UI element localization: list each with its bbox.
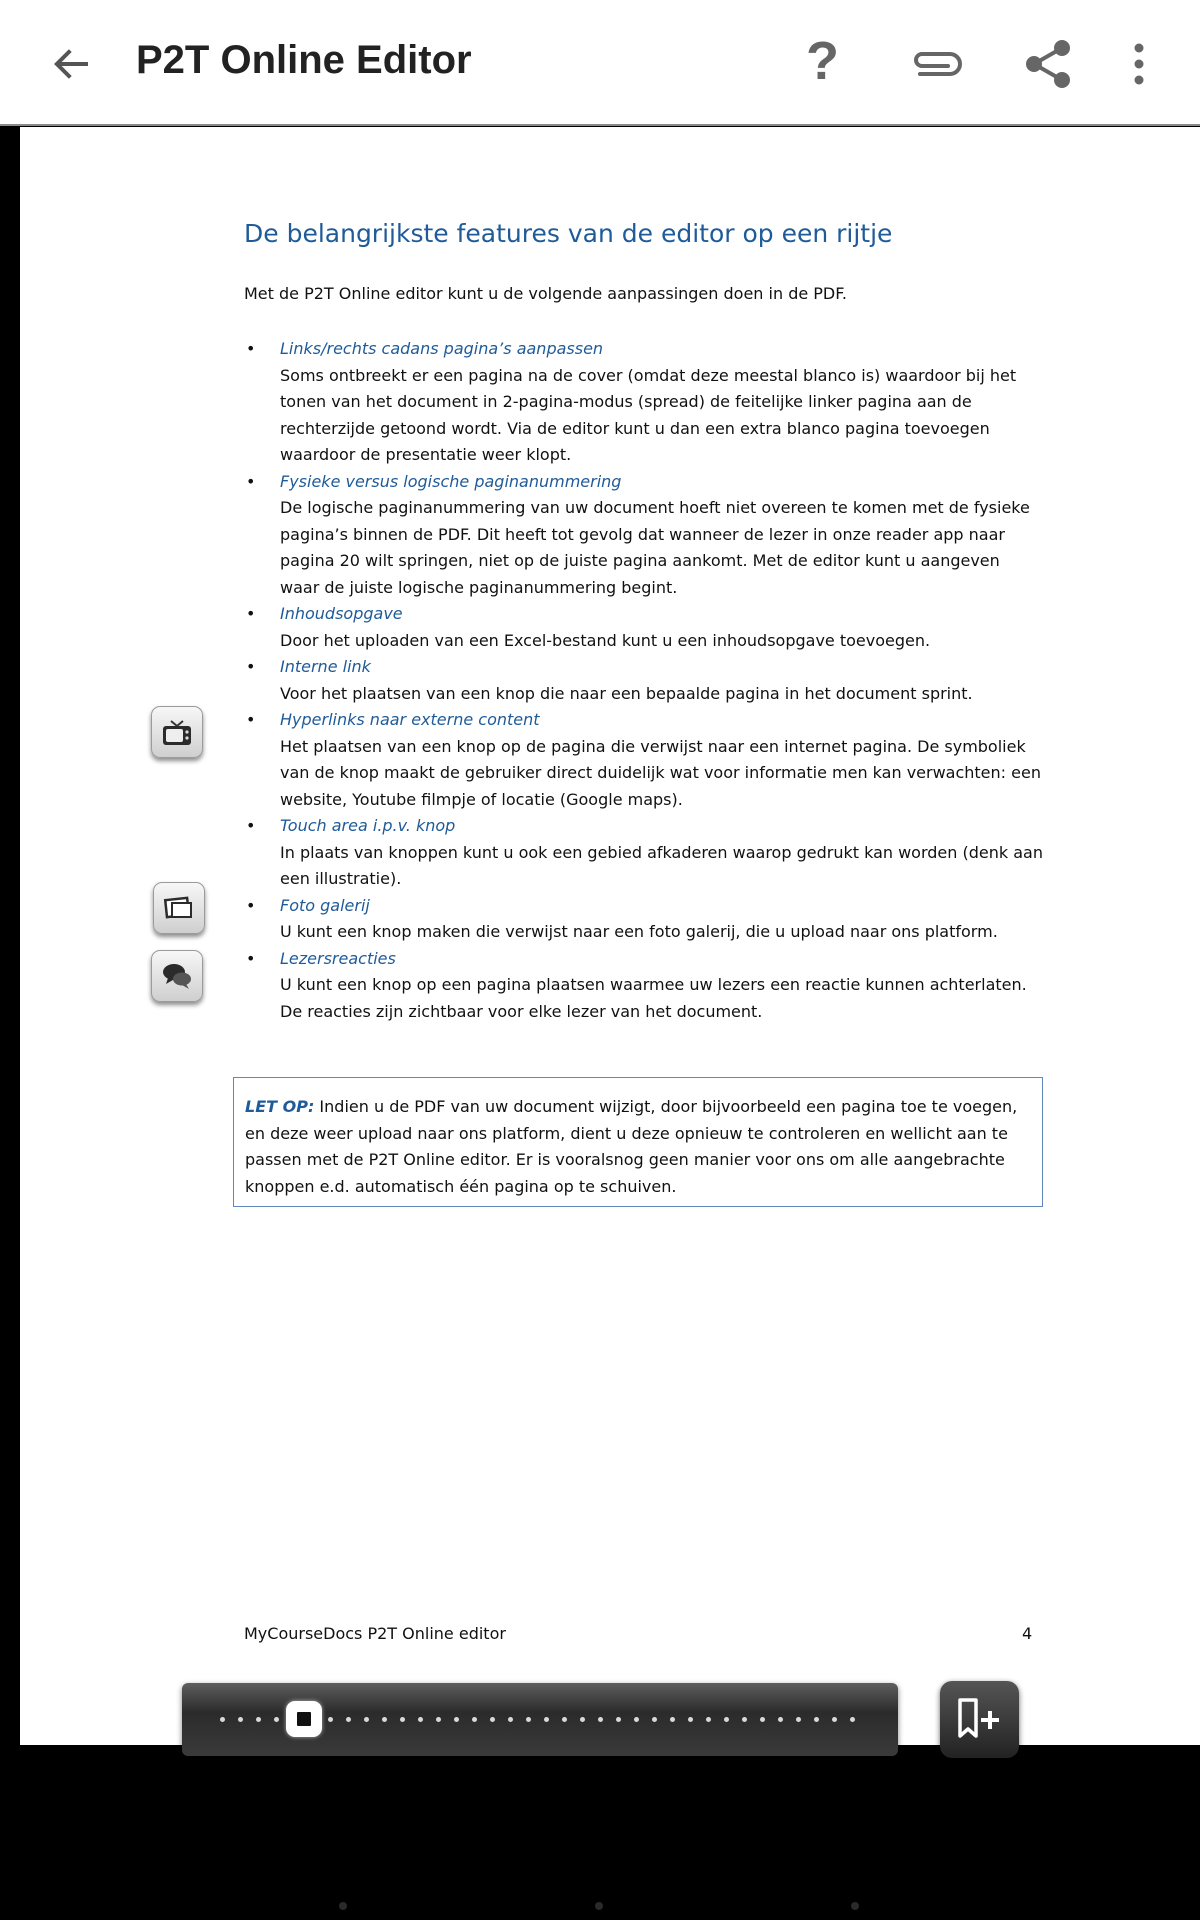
page-slider-tick xyxy=(688,1717,693,1722)
bullet: • xyxy=(246,895,256,915)
feature-label: Touch area i.p.v. knop xyxy=(280,816,456,835)
document-intro: Met de P2T Online editor kunt u de volgende aanpassingen doen in de PDF. xyxy=(244,284,847,303)
note-text: Indien u de PDF van uw document wijzigt, door bijvoorbeeld een pagina toe te voegen, en deze weer upload naar ons platform, dient u deze opnieuw te controleren en wellicht aan te passen met de P2T Online editor. Er is vooralsnog geen manier voor ons om alle aangebrachte knoppen e.d. automatisch één pagina op te schuiven. xyxy=(245,1097,1018,1196)
page-slider-tick xyxy=(796,1717,801,1722)
nav-back-dot[interactable] xyxy=(339,1902,347,1910)
attachment-icon[interactable] xyxy=(906,36,966,92)
page-slider-tick xyxy=(616,1717,621,1722)
comments-button[interactable] xyxy=(151,950,203,1002)
feature-label: Interne link xyxy=(280,657,371,676)
page-slider-tick xyxy=(364,1717,369,1722)
feature-item xyxy=(244,469,1044,602)
page-slider-tick xyxy=(436,1717,441,1722)
page-slider-tick xyxy=(544,1717,549,1722)
feature-description: Het plaatsen van een knop op de pagina die verwijst naar een internet pagina. De symboliek van de knop maakt de gebruiker direct duidelijk wat voor informatie men kan verwachten: een website, Youtube filmpje of locatie (Google maps). xyxy=(280,736,1041,809)
page-slider-tick xyxy=(508,1717,513,1722)
feature-item xyxy=(244,654,1044,707)
nav-recents-dot[interactable] xyxy=(851,1902,859,1910)
share-icon[interactable] xyxy=(1020,36,1076,92)
feature-item xyxy=(244,893,1044,946)
feature-description: Soms ontbreekt er een pagina na de cover (omdat deze meestal blanco is) waardoor bij het tonen van het document in 2-pagina-modus (spread) de feitelijke linker pagina aan de rechterzijde getoond wordt. Via de editor kunt u dan een extra blanco pagina toevoegen waardoor de presentatie weer klopt. xyxy=(280,365,1017,464)
bullet: • xyxy=(246,657,256,676)
pdf-page[interactable] xyxy=(20,127,1200,1745)
page-slider-tick xyxy=(670,1717,675,1722)
feature-description: Door het uploaden van een Excel-bestand kunt u een inhoudsopgave toevoegen. xyxy=(280,630,931,650)
page-slider-tick xyxy=(814,1717,819,1722)
page-slider-tick xyxy=(652,1717,657,1722)
feature-item xyxy=(244,336,1044,469)
page-slider-tick xyxy=(238,1717,243,1722)
feature-item xyxy=(244,813,1044,893)
comments-icon xyxy=(160,959,194,993)
page-footer-title: MyCourseDocs P2T Online editor xyxy=(244,1624,506,1643)
note-box xyxy=(233,1077,1043,1207)
feature-label: Foto galerij xyxy=(280,895,370,915)
page-slider-tick xyxy=(634,1717,639,1722)
page-slider-tick xyxy=(472,1717,477,1722)
help-glyph: ? xyxy=(806,31,839,91)
feature-label: Lezersreacties xyxy=(280,948,396,968)
feature-item xyxy=(244,707,1044,813)
page-slider-tick xyxy=(490,1717,495,1722)
page-slider-tick xyxy=(454,1717,459,1722)
app-title: P2T Online Editor xyxy=(136,38,472,82)
feature-description: U kunt een knop maken die verwijst naar een foto galerij, die u upload naar ons platform. xyxy=(280,922,998,941)
feature-description: Voor het plaatsen van een knop die naar een bepaalde pagina in het document sprint. xyxy=(280,683,973,703)
page-slider-tick xyxy=(256,1717,261,1722)
page-number: 4 xyxy=(1022,1624,1033,1643)
page-slider-tick xyxy=(220,1717,225,1722)
feature-description: U kunt een knop op een pagina plaatsen waarmee uw lezers een reactie kunnen achterlaten. De reacties zijn zichtbaar voor elke lezer van het document. xyxy=(280,975,1027,1021)
bullet: • xyxy=(246,471,256,491)
help-icon[interactable] xyxy=(796,31,852,92)
bullet: • xyxy=(246,816,256,835)
page-slider-tick xyxy=(382,1717,387,1722)
more-vert-icon[interactable] xyxy=(1124,36,1154,92)
add-bookmark-button[interactable] xyxy=(940,1681,1019,1758)
photo-gallery-button[interactable] xyxy=(153,882,205,934)
page-slider-tick xyxy=(850,1717,855,1722)
feature-item xyxy=(244,946,1044,1026)
page-slider-tick xyxy=(724,1717,729,1722)
feature-label: Inhoudsopgave xyxy=(280,604,403,623)
feature-label: Fysieke versus logische paginanummering xyxy=(280,471,622,491)
document-heading: De belangrijkste features van de editor op een rijtje xyxy=(244,219,893,248)
page-slider-tick xyxy=(274,1717,279,1722)
back-arrow-icon[interactable] xyxy=(48,40,96,88)
page-slider-tick xyxy=(760,1717,765,1722)
bookmark-add-icon xyxy=(954,1697,1006,1741)
page-slider-tick xyxy=(400,1717,405,1722)
video-tv-icon xyxy=(160,715,194,749)
page-slider-tick xyxy=(346,1717,351,1722)
page-slider-tick xyxy=(598,1717,603,1722)
feature-item xyxy=(244,601,1044,654)
bullet: • xyxy=(246,604,256,623)
bullet: • xyxy=(246,710,256,729)
photo-gallery-icon xyxy=(162,891,196,925)
document-content xyxy=(20,127,1200,1745)
feature-description: De logische paginanummering van uw document hoeft niet overeen te komen met de fysieke pagina’s binnen de PDF. Dit heeft tot gevolg dat wanneer de lezer in onze reader app naar pagina 20 wilt springen, niet op de juiste pagina aankomt. Met de editor kunt u aangeven waar de juiste logische paginanummering begint. xyxy=(280,498,1030,597)
feature-label: Hyperlinks naar externe content xyxy=(280,710,540,729)
app-bar xyxy=(0,0,1200,126)
page-slider-tick xyxy=(562,1717,567,1722)
page-slider-tick xyxy=(580,1717,585,1722)
page-slider-tick xyxy=(418,1717,423,1722)
page-slider-tick xyxy=(706,1717,711,1722)
note-label: LET OP: xyxy=(245,1097,315,1116)
page-slider-tick xyxy=(778,1717,783,1722)
page-slider-tick xyxy=(742,1717,747,1722)
page-slider-tick xyxy=(526,1717,531,1722)
feature-label: Links/rechts cadans pagina’s aanpassen xyxy=(280,339,604,358)
page-slider-thumb[interactable] xyxy=(286,1701,322,1737)
bullet: • xyxy=(246,339,256,358)
bullet: • xyxy=(246,948,256,968)
page-slider-tick xyxy=(328,1717,333,1722)
video-tv-button[interactable] xyxy=(151,706,203,758)
nav-home-dot[interactable] xyxy=(595,1902,603,1910)
page-slider[interactable] xyxy=(182,1683,898,1756)
page-slider-tick xyxy=(832,1717,837,1722)
feature-list xyxy=(244,336,1044,1025)
feature-description: In plaats van knoppen kunt u ook een gebied afkaderen waarop gedrukt kan worden (denk aan een illustratie). xyxy=(280,842,1043,888)
